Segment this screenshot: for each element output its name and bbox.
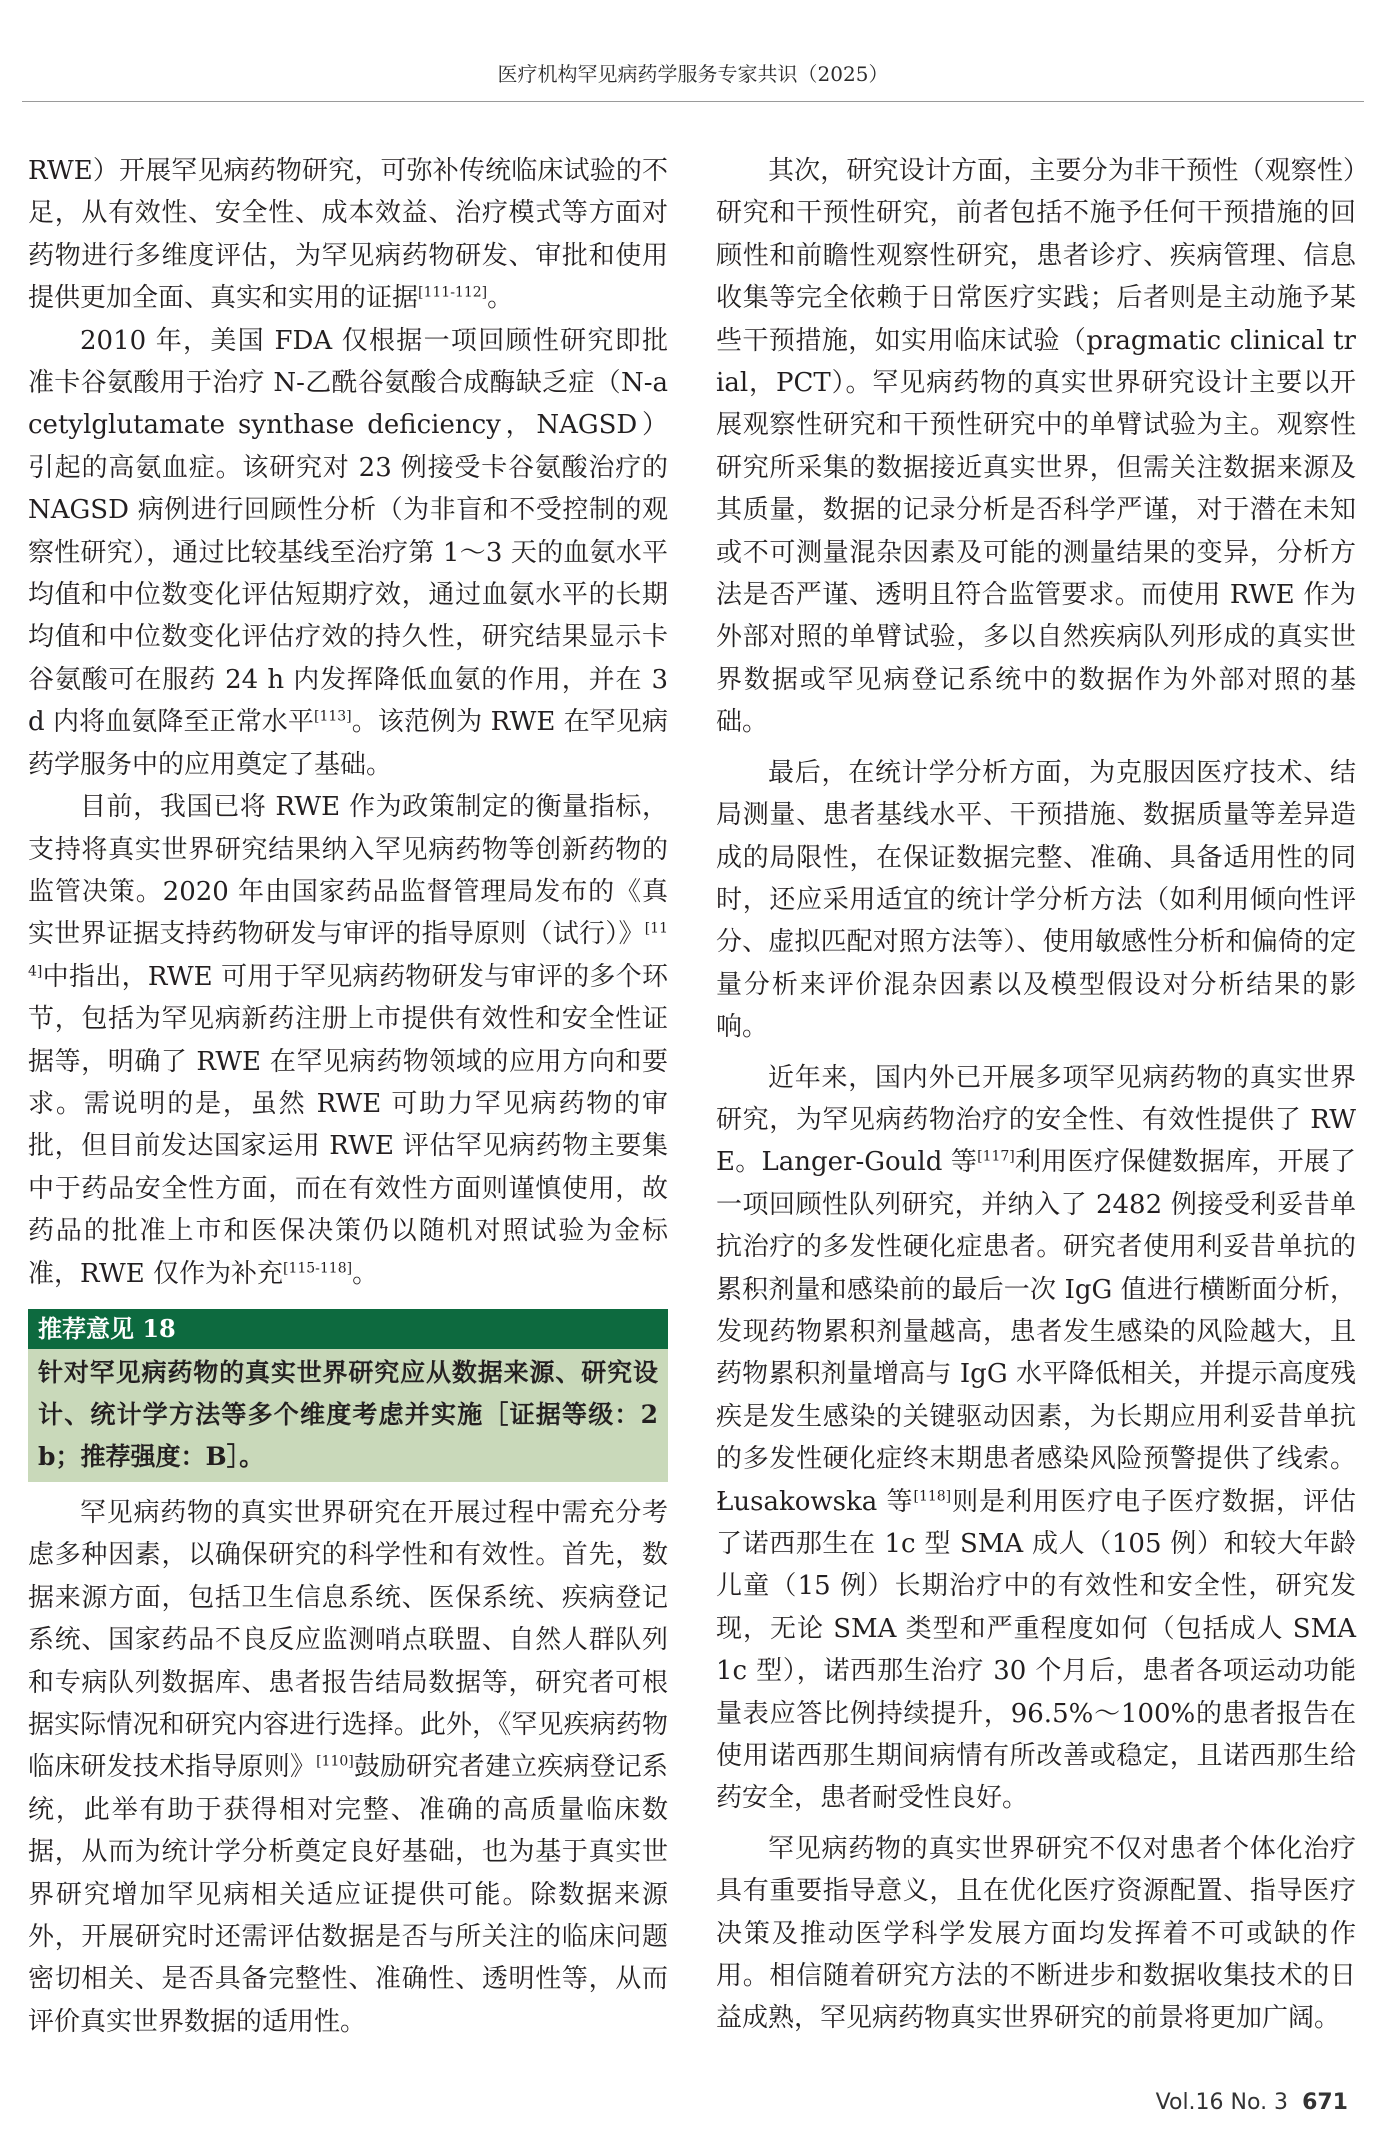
citation-ref: [111-112]: [418, 284, 488, 301]
recommendation-body: 针对罕见病药物的真实世界研究应从数据来源、研究设计、统计学方法等多个维度考虑并实施［证据等级：2b；推荐强度：B］。: [28, 1349, 668, 1482]
citation-ref: [114]: [28, 920, 668, 980]
right-column: [716, 150, 1356, 2040]
left-paragraph-4: [28, 1492, 668, 2043]
text-run: 罕见病药物的真实世界研究在开展过程中需充分考虑多种因素，以确保研究的科学性和有效性。首先，数据来源方面，包括卫生信息系统、医保系统、疾病登记系统、国家药品不良反应监测哨点联盟、自然人群队列和专病队列数据库、患者报告结局数据等，研究者可根据实际情况和研究内容进行选择。此外，《罕见疾病药物临床研发技术指导原则》: [28, 1497, 668, 1783]
text-run: 。该范例为 RWE 在罕见病药学服务中的应用奠定了基础。: [28, 707, 668, 780]
text-run: 中指出，RWE 可用于罕见病药物研发与审评的多个环节，包括为罕见病新药注册上市提供有效性和安全性证据等，明确了 RWE 在罕见病药物领域的应用方向和要求。需说明的是，虽然 RWE 可助力罕见病药物的审批，但目前发达国家运用 RWE 评估罕见病药物主要集中于药品安全性方面，而在有效性方面则谨慎使用，故药品的批准上市和医保决策仍以随机对照试验为金标准，RWE 仅作为补充: [28, 961, 668, 1289]
right-paragraph-3: [716, 1057, 1356, 1820]
text-run: 2010 年，美国 FDA 仅根据一项回顾性研究即批准卡谷氨酸用于治疗 N-乙酰谷氨酸合成酶缺乏症（N-acetylglutamate synthase deficiency，NAGSD）引起的高氨血症。该研究对 23 例接受卡谷氨酸治疗的 NAGSD 病例进行回顾性分析（为非盲和不受控制的观察性研究），通过比较基线至治疗第 1～3 天的血氨水平均值和中位数变化评估短期疗效，通过血氨水平的长期均值和中位数变化评估疗效的持久性，研究结果显示卡谷氨酸可在服药 24 h 内发挥降低血氨的作用，并在 3 d 内将血氨降至正常水平: [28, 325, 668, 738]
page-number: 671: [1302, 2090, 1348, 2115]
text-run: 鼓励研究者建立疾病登记系统，此举有助于获得相对完整、准确的高质量临床数据，从而为统计学分析奠定良好基础，也为基于真实世界研究增加罕见病相关适应证提供可能。除数据来源外，开展研究时还需评估数据是否与所关注的临床问题密切相关、是否具备完整性、准确性、透明性等，从而评价真实世界数据的适用性。: [28, 1752, 668, 2037]
citation-ref: [110]: [316, 1753, 354, 1770]
citation-ref: [117]: [977, 1148, 1015, 1165]
text-run: 近年来，国内外已开展多项罕见病药物的真实世界研究，为罕见病药物治疗的安全性、有效性提供了 RWE。Langer-Gould 等: [716, 1062, 1356, 1178]
text-run: 罕见病药物的真实世界研究不仅对患者个体化治疗具有重要指导意义，且在优化医疗资源配置、指导医疗决策及推动医学科学发展方面均发挥着不可或缺的作用。相信随着研究方法的不断进步和数据收集技术的日益成熟，罕见病药物真实世界研究的前景将更加广阔。: [716, 1833, 1356, 2034]
right-paragraph-2: [716, 752, 1356, 1049]
text-run: 。: [352, 1258, 379, 1289]
left-column: [28, 150, 668, 2043]
citation-ref: [118]: [913, 1487, 952, 1504]
running-header: 医疗机构罕见病药学服务专家共识（2025）: [497, 62, 889, 86]
text-run: 则是利用医疗电子医疗数据，评估了诺西那生在 1c 型 SMA 成人（105 例）和较大年龄儿童（15 例）长期治疗中的有效性和安全性，研究发现，无论 SMA 类型和严重程度如何（包括成人 SMA 1c 型），诺西那生治疗 30 个月后，患者各项运动功能量表应答比例持续提升，96.5%～100%的患者报告在使用诺西那生期间病情有所改善或稳定，且诺西那生给药安全，患者耐受性良好。: [716, 1486, 1356, 1814]
citation-ref: [113]: [314, 708, 352, 725]
text-run: 利用医疗保健数据库，开展了一项回顾性队列研究，并纳入了 2482 例接受利妥昔单抗治疗的多发性硬化症患者。研究者使用利妥昔单抗的累积剂量和感染前的最后一次 IgG 值进行横断面分析，发现药物累积剂量越高，患者发生感染的风险越大，且药物累积剂量增高与 IgG 水平降低相关，并提示高度残疾是发生感染的关键驱动因素，为长期应用利妥昔单抗的多发性硬化症终末期患者感染风险预警提供了线索。Łusakowska 等: [716, 1147, 1356, 1517]
recommendation-title: 推荐意见 18: [28, 1309, 668, 1349]
recommendation-box: [28, 1309, 668, 1482]
text-run: 最后，在统计学分析方面，为克服因医疗技术、结局测量、患者基线水平、干预措施、数据质量等差异造成的局限性，在保证数据完整、准确、具备适用性的同时，还应采用适宜的统计学分析方法（如利用倾向性评分、虚拟匹配对照方法等）、使用敏感性分析和偏倚的定量分析来评价混杂因素以及模型假设对分析结果的影响。: [716, 757, 1356, 1043]
right-paragraph-1: [716, 150, 1356, 744]
page-footer: [1156, 2090, 1348, 2115]
journal-volume: Vol.16 No. 3: [1155, 2090, 1289, 2115]
left-paragraph-1: [28, 150, 668, 320]
left-paragraph-3: [28, 786, 668, 1295]
text-run: 。: [487, 283, 514, 314]
left-paragraph-2: [28, 320, 668, 786]
header-rule: [22, 101, 1364, 102]
citation-ref: [115-118]: [282, 1259, 353, 1276]
text-run: RWE）开展罕见病药物研究，可弥补传统临床试验的不足，从有效性、安全性、成本效益、治疗模式等方面对药物进行多维度评估，为罕见病药物研发、审批和使用提供更加全面、真实和实用的证据: [28, 156, 668, 314]
text-run: 目前，我国已将 RWE 作为政策制定的衡量指标，支持将真实世界研究结果纳入罕见病药物等创新药物的监管决策。2020 年由国家药品监督管理局发布的《真实世界证据支持药物研发与审评的指导原则（试行）》: [28, 792, 668, 950]
right-paragraph-4: [716, 1828, 1356, 2040]
text-run: 其次，研究设计方面，主要分为非干预性（观察性）研究和干预性研究，前者包括不施予任何干预措施的回顾性和前瞻性观察性研究，患者诊疗、疾病管理、信息收集等完全依赖于日常医疗实践；后者则是主动施予某些干预措施，如实用临床试验（pragmatic clinical trial，PCT）。罕见病药物的真实世界研究设计主要以开展观察性研究和干预性研究中的单臂试验为主。观察性研究所采集的数据接近真实世界，但需关注数据来源及其质量，数据的记录分析是否科学严谨，对于潜在未知或不可测量混杂因素及可能的测量结果的变异，分析方法是否严谨、透明且符合监管要求。而使用 RWE 作为外部对照的单臂试验，多以自然疾病队列形成的真实世界数据或罕见病登记系统中的数据作为外部对照的基础。: [716, 156, 1356, 738]
